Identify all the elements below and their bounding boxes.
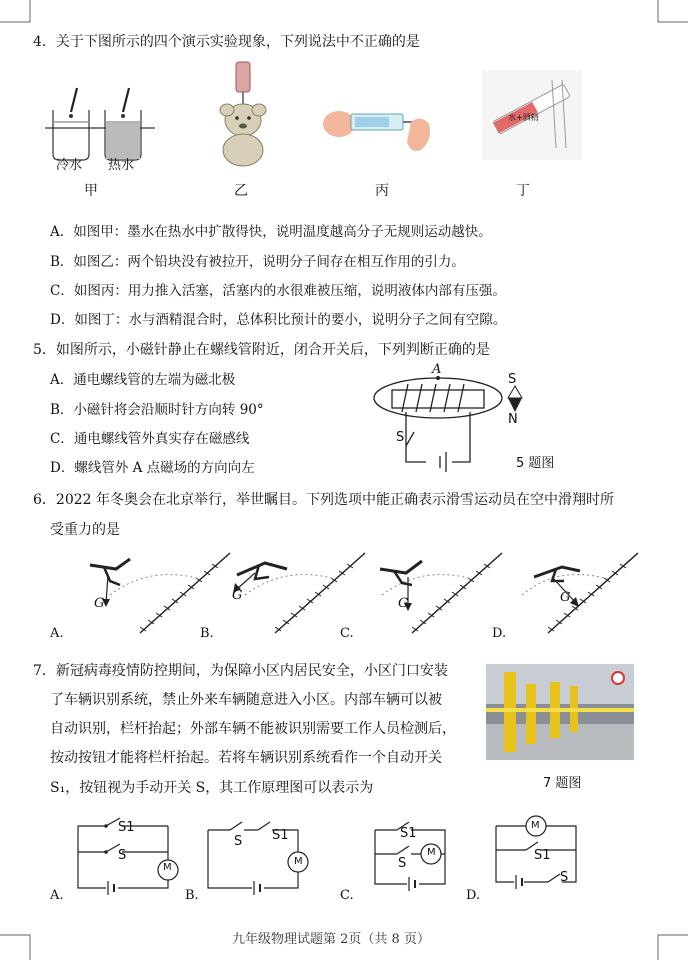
beaker-label-cold: 冷水 [56, 158, 83, 173]
q5-stem: 5．如图所示，小磁针静止在螺线管附近，闭合开关后，下列判断正确的是 [33, 342, 490, 358]
q4-option-a: A．如图甲：墨水在热水中扩散得快，说明温度越高分子无规则运动越快。 [50, 224, 492, 240]
q7-line-5: S₁，按钮视为手动开关 S，其工作原理图可以表示为 [50, 780, 374, 796]
q7-line-4: 按动按钮才能将栏杆抬起。若将车辆识别系统看作一个自动开关 [50, 750, 442, 766]
beaker-label-hot: 热水 [108, 158, 135, 173]
q7-caption: 7 题图 [543, 776, 582, 791]
q5-option-d: D．螺线管外 A 点磁场的方向向左 [50, 460, 255, 476]
q7-a-s: S [118, 848, 127, 863]
q7-a-motor: M [163, 862, 172, 873]
q4-stem: 4．关于下图所示的四个演示实验现象，下列说法中不正确的是 [33, 34, 420, 50]
fig-label-bing: 丙 [375, 183, 389, 199]
q6-stem-line1: 6．2022 年冬奥会在北京举行，举世瞩目。下列选项中能正确表示滑雪运动员在空中滑翔时所 [33, 492, 614, 508]
q5-needle-s-label: S [508, 372, 517, 387]
q7-option-b-label: B. [185, 888, 199, 903]
tube-label: 水+酒精 [508, 113, 539, 122]
q6-option-b-label: B. [200, 626, 214, 641]
q7-d-motor: M [531, 820, 540, 831]
q6-force-label-c: G [398, 596, 409, 611]
q5-needle-n-label: N [508, 412, 518, 427]
q7-gate-photo [486, 664, 634, 760]
q7-b-motor: M [294, 856, 303, 867]
q6-skier-b [225, 555, 365, 635]
q7-option-d-label: D. [466, 888, 481, 903]
q7-option-a-label: A. [50, 888, 64, 903]
q7-d-s: S [560, 870, 569, 885]
q6-force-label-d: G [560, 590, 571, 605]
q7-line-3: 自动识别，栏杆抬起；外部车辆不能被识别需要工作人员检测后， [50, 721, 456, 737]
q7-circuit-c [375, 824, 465, 894]
q6-option-a-label: A. [50, 626, 64, 641]
q4-option-d: D．如图丁：水与酒精混合时，总体积比预计的要小，说明分子之间有空隙。 [50, 312, 507, 328]
q7-a-s1: S1 [118, 820, 135, 835]
q4-fig-bing [325, 92, 435, 157]
q6-force-label-a: G [94, 596, 105, 611]
q7-line-2: 了车辆识别系统，禁止外来车辆随意进入小区。内部车辆可以被 [50, 692, 442, 708]
q7-d-s1: S1 [534, 848, 551, 863]
q6-force-label-b: G [232, 588, 243, 603]
q6-skier-d [518, 555, 658, 635]
q4-option-c: C．如图丙：用力推入活塞，活塞内的水很难被压缩，说明液体内部有压强。 [50, 283, 506, 299]
q7-b-s1: S1 [272, 828, 289, 843]
q6-option-d-label: D. [492, 626, 507, 641]
q6-option-c-label: C. [340, 626, 354, 641]
q4-option-b: B．如图乙：两个铅块没有被拉开，说明分子间存在相互作用的引力。 [50, 254, 465, 270]
q7-c-s: S [398, 856, 407, 871]
q6-stem-line2: 受重力的是 [50, 522, 120, 538]
q7-circuit-b [208, 822, 308, 892]
q7-b-s: S [234, 834, 243, 849]
q5-point-label: A [432, 362, 442, 377]
q5-switch-label: S [396, 430, 405, 445]
fig-label-jia: 甲 [84, 183, 98, 199]
q6-skier-a [80, 555, 230, 635]
fig-label-yi: 乙 [234, 183, 248, 199]
q7-c-s1: S1 [400, 826, 417, 841]
q4-fig-yi [213, 58, 273, 168]
page-footer: 九年级物理试题第 2页（共 8 页） [232, 932, 430, 947]
q7-line-1: 7．新冠病毒疫情防控期间，为保障小区内居民安全，小区门口安装 [33, 663, 448, 679]
q5-option-b: B．小磁针将会沿顺时针方向转 90° [50, 402, 264, 418]
q5-caption: 5 题图 [516, 456, 555, 471]
q7-option-c-label: C. [340, 888, 354, 903]
q6-skier-c [372, 555, 512, 635]
fig-label-ding: 丁 [516, 183, 530, 199]
q5-option-a: A．通电螺线管的左端为磁北极 [50, 372, 236, 388]
q5-option-c: C．通电螺线管外真实存在磁感线 [50, 431, 250, 447]
q7-c-motor: M [427, 847, 436, 858]
q4-fig-jia [45, 88, 155, 163]
